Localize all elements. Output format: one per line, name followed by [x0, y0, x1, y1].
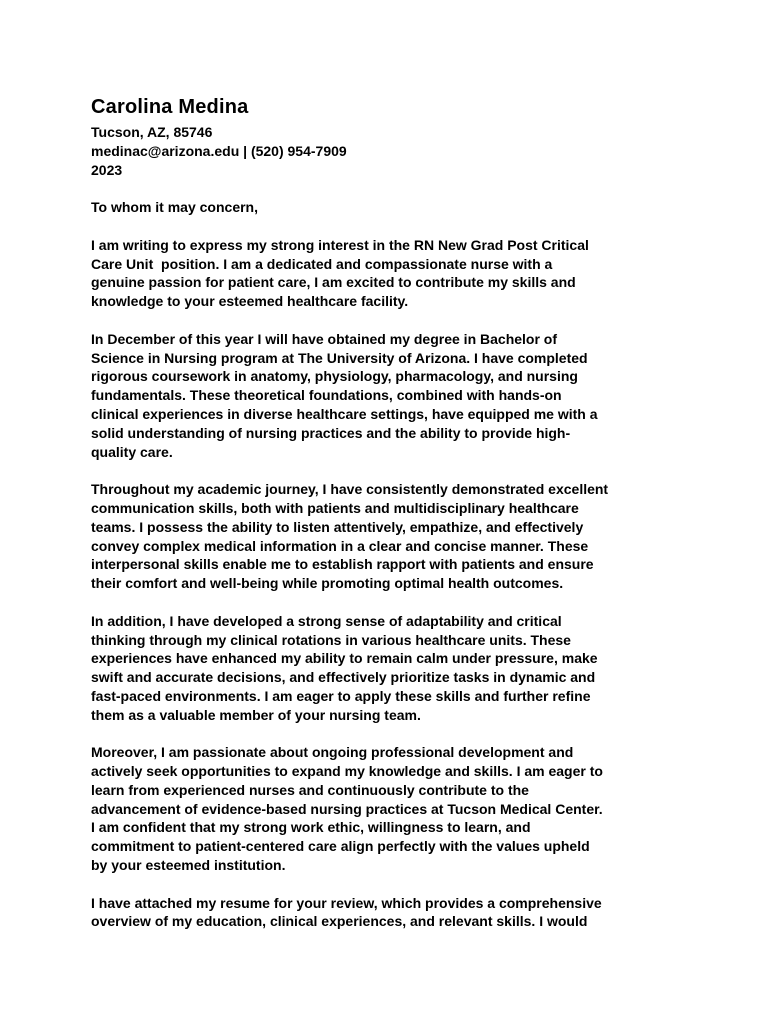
paragraph-line: knowledge to your esteemed healthcare facility. [91, 293, 409, 310]
paragraph-line: learn from experienced nurses and continuously contribute to the [91, 781, 529, 798]
paragraph-line: by your esteemed institution. [91, 857, 286, 874]
applicant-contact: medinac@arizona.edu | (520) 954-7909 [91, 142, 347, 159]
paragraph-line: solid understanding of nursing practices and the ability to provide high- [91, 424, 571, 441]
paragraph [91, 480, 691, 593]
spacer [91, 725, 691, 744]
paragraph-line: them as a valuable member of your nursing team. [91, 706, 421, 723]
paragraph-line: I am writing to express my strong interest in the RN New Grad Post Critical [91, 236, 589, 253]
applicant-address: Tucson, AZ, 85746 [91, 124, 213, 140]
paragraph-line: experiences have enhanced my ability to remain calm under pressure, make [91, 650, 598, 667]
paragraph [91, 330, 691, 462]
paragraph-line: commitment to patient-centered care align perfectly with the values upheld [91, 838, 590, 855]
paragraph-line: I have attached my resume for your review, which provides a comprehensive [91, 894, 602, 911]
paragraph-line: their comfort and well-being while promoting optimal health outcomes. [91, 575, 564, 592]
paragraph-line: In December of this year I will have obtained my degree in Bachelor of [91, 330, 558, 347]
paragraph-line: communication skills, both with patients and multidisciplinary healthcare [91, 499, 579, 516]
salutation: To whom it may concern, [91, 199, 258, 216]
cover-letter-page [91, 94, 691, 931]
spacer [91, 593, 691, 612]
spacer [91, 311, 691, 330]
paragraph-line: rigorous coursework in anatomy, physiology, pharmacology, and nursing [91, 368, 578, 385]
paragraph-line: Science in Nursing program at The University of Arizona. I have completed [91, 349, 588, 366]
paragraph-line: swift and accurate decisions, and effectively prioritize tasks in dynamic and [91, 669, 596, 686]
spacer [91, 875, 691, 894]
paragraph-line: teams. I possess the ability to listen attentively, empathize, and effectively [91, 518, 584, 535]
spacer [91, 461, 691, 480]
paragraph-line: genuine passion for patient care, I am excited to contribute my skills and [91, 274, 576, 291]
paragraph-line: fast-paced environments. I am eager to apply these skills and further refine [91, 687, 591, 704]
paragraph [91, 743, 691, 875]
applicant-name: Carolina Medina [91, 96, 249, 118]
paragraph-line: clinical experiences in diverse healthcare settings, have equipped me with a [91, 405, 598, 422]
paragraph-line: I am confident that my strong work ethic, willingness to learn, and [91, 819, 531, 836]
paragraph-line: Care Unit position. I am a dedicated and compassionate nurse with a [91, 255, 553, 272]
paragraph-line: advancement of evidence-based nursing practices at Tucson Medical Center. [91, 800, 603, 817]
spacer [91, 179, 691, 198]
paragraph-line: actively seek opportunities to expand my knowledge and skills. I am eager to [91, 763, 603, 780]
paragraph [91, 894, 691, 932]
paragraph-line: overview of my education, clinical experiences, and relevant skills. I would [91, 913, 588, 930]
paragraph-line: fundamentals. These theoretical foundations, combined with hands-on [91, 387, 562, 404]
paragraph-line: interpersonal skills enable me to establish rapport with patients and ensure [91, 556, 594, 573]
paragraph [91, 612, 691, 725]
spacer [91, 217, 691, 236]
paragraph-line: In addition, I have developed a strong sense of adaptability and critical [91, 612, 562, 629]
paragraph-line: Throughout my academic journey, I have consistently demonstrated excellent [91, 481, 609, 498]
paragraph-line: thinking through my clinical rotations in various healthcare units. These [91, 631, 571, 648]
paragraph [91, 236, 691, 311]
letter-year: 2023 [91, 161, 123, 178]
paragraph-line: quality care. [91, 443, 173, 460]
paragraph-line: Moreover, I am passionate about ongoing professional development and [91, 744, 574, 761]
paragraph-line: convey complex medical information in a clear and concise manner. These [91, 537, 589, 554]
letter-body [91, 236, 691, 931]
